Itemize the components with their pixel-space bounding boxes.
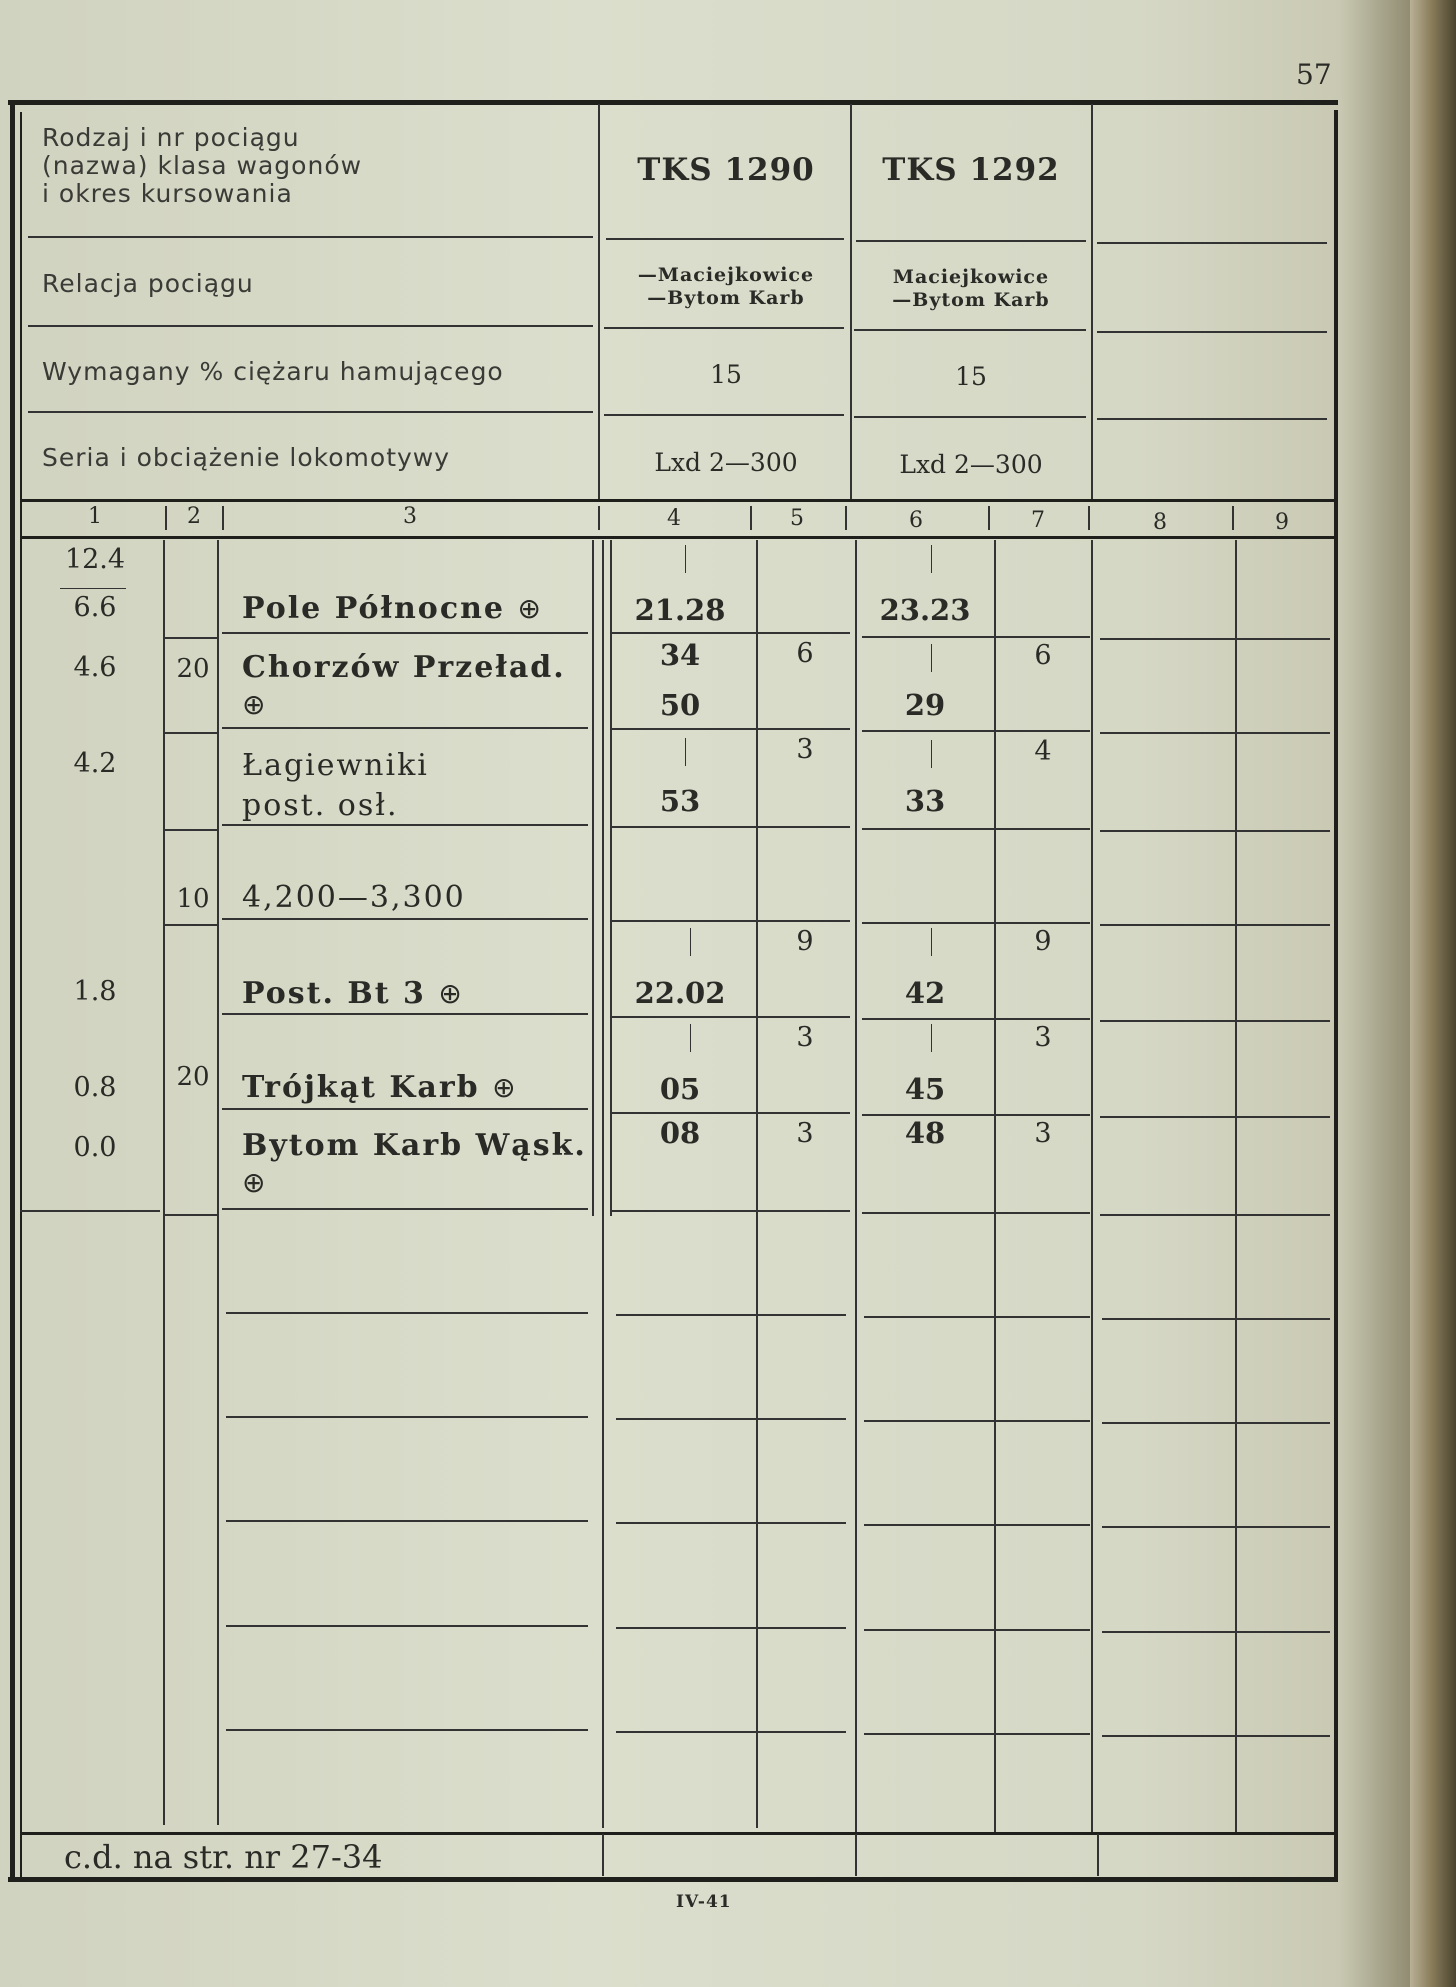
column-number-bottom-rule [20,536,1336,539]
time-1292-pole: 23.23 [879,593,971,627]
dwell-1290-bt3: 9 [796,926,814,957]
footer-divider [602,1834,604,1876]
row-rule [1100,1116,1330,1118]
time-1292-lagiewniki: 33 [904,784,946,818]
row-rule [1100,924,1330,926]
dwell-1290-trojkat: 3 [796,1022,814,1053]
row-rule [222,1013,588,1015]
row-rule [862,922,1090,924]
frame-left [10,100,15,1880]
frame-bottom [8,1877,1338,1882]
empty-row-rule [226,1625,588,1627]
footer-top-rule [20,1832,1336,1835]
km-trojkat-karb: 0.8 [73,1072,117,1103]
column-number-5: 5 [790,506,804,531]
empty-row-rule [864,1524,1090,1526]
page-code: IV-41 [676,1892,732,1912]
km-start: 12.4 [64,544,126,575]
column-number-1: 1 [88,504,102,529]
row-rule [164,732,218,734]
footer-divider [1097,1834,1099,1876]
station-mark-icon: ⊕ [517,592,542,625]
row-rule [610,1016,850,1018]
speed-limit-trojkat: 20 [176,1062,210,1092]
row-rule [222,632,588,634]
km-pole-polnocne: 6.6 [73,592,117,623]
dwell-1292-bt3: 9 [1034,926,1052,957]
station-name: Pole Północne [242,591,505,626]
page-number: 57 [1296,58,1332,91]
header-rule [28,236,593,238]
header-rule [604,414,844,416]
dwell-1292-chorzow: 6 [1034,640,1052,671]
row-rule [862,636,1090,638]
station-pole-polnocne [242,591,542,626]
empty-row-rule [226,1520,588,1522]
row-rule [222,1108,588,1110]
row-rule [1100,732,1330,734]
speed-limit-section: 10 [176,884,210,914]
column-number-8: 8 [1153,510,1167,535]
station-lagiewniki: Łagiewniki post. osł. [242,748,429,823]
column-number-4: 4 [667,506,681,531]
km-chorzow: 4.6 [73,652,117,683]
header-rule [856,240,1086,242]
row-rule [610,632,850,634]
empty-row-rule [616,1418,846,1420]
row-rule [610,920,850,922]
header-rule [28,411,593,413]
empty-row-rule [1102,1318,1330,1320]
colnum-sep [165,506,167,530]
station-mark-icon: ⊕ [242,688,267,721]
pass-tick [931,1024,932,1052]
empty-row-rule [1102,1735,1330,1737]
station-chorzow: Chorzów Przeład. [242,650,566,685]
pass-tick [690,928,691,956]
row-rule [164,1214,218,1216]
empty-row-rule [864,1420,1090,1422]
time-1290-pole: 21.28 [634,593,726,627]
body-col-line [592,540,594,1216]
column-number-top-rule [20,499,1336,502]
train-relation-1292: Maciejkowice —Bytom Karb [892,266,1050,311]
row-rule [20,1210,160,1212]
brake-value-1290: 15 [710,360,742,389]
locomotive-label: Seria i obciążenie lokomotywy [42,443,451,472]
station-mark-icon: ⊕ [438,977,463,1010]
dep-1292-chorzow: 29 [904,688,946,722]
row-rule [164,924,218,926]
frame-left-inner [20,112,22,1880]
body-col-line [602,540,604,1828]
row-rule [164,637,218,639]
body-col-line [994,540,996,1832]
header-divider-1 [598,104,600,499]
train-name-1292: TKS 1292 [882,152,1060,188]
header-rule [606,238,844,240]
pass-tick [931,740,932,768]
pass-tick [690,1024,691,1052]
station-name: Post. Bt 3 [242,976,426,1011]
frame-top [8,100,1338,105]
time-1292-bt3: 42 [904,976,946,1010]
header-rule [854,416,1086,418]
empty-row-rule [864,1316,1090,1318]
km-fraction-bar [60,588,126,589]
column-number-9: 9 [1275,510,1289,535]
relation-label: Relacja pociągu [42,269,254,298]
empty-row-rule [616,1627,846,1629]
empty-row-rule [1102,1631,1330,1633]
dwell-1292-trojkat: 3 [1034,1022,1052,1053]
row-rule [862,1212,1090,1214]
row-rule [222,918,588,920]
pass-tick [931,545,932,573]
empty-row-rule [1102,1422,1330,1424]
empty-row-rule [226,1416,588,1418]
station-post-bt3 [242,976,463,1011]
row-rule [1100,638,1330,640]
brake-value-1292: 15 [955,362,987,391]
empty-row-rule [226,1312,588,1314]
station-mark-icon: ⊕ [242,1166,267,1199]
header-divider-3 [1091,104,1093,499]
header-rule [604,327,844,329]
station-mark-icon: ⊕ [492,1071,517,1104]
dwell-1290-bytom: 3 [796,1118,814,1149]
row-rule [610,1210,850,1212]
body-col-line [855,540,857,1832]
train-relation-1290: —Maciejkowice —Bytom Karb [637,264,815,309]
empty-row-rule [616,1314,846,1316]
body-col-line [1235,540,1237,1835]
empty-row-rule [616,1731,846,1733]
row-rule [862,1018,1090,1020]
speed-limit-chorzow: 20 [176,654,210,684]
station-trojkat-karb [242,1070,517,1105]
row-rule [610,728,850,730]
body-col-line [1091,540,1093,1835]
time-1290-bt3: 22.02 [634,976,726,1010]
time-1290-trojkat: 05 [659,1072,701,1106]
column-number-7: 7 [1031,508,1045,533]
empty-row-rule [616,1522,846,1524]
row-rule [610,826,850,828]
header-rule [1097,418,1327,420]
speed-limit-range: 4,200—3,300 [242,880,466,915]
empty-row-rule [1102,1526,1330,1528]
time-1290-lagiewniki: 53 [659,784,701,818]
brake-percent-label: Wymagany % ciężaru hamującego [42,357,504,386]
footer-divider [855,1834,857,1876]
dwell-1292-lagiewniki: 4 [1034,736,1052,767]
continuation-note: c.d. na str. nr 27-34 [64,1838,383,1876]
header-rule [1097,331,1327,333]
row-rule [862,730,1090,732]
dwell-1292-bytom: 3 [1034,1118,1052,1149]
row-rule [610,1112,850,1114]
row-rule [222,1208,588,1210]
empty-row-rule [864,1733,1090,1735]
book-spine [1410,0,1456,1987]
dwell-1290-lagiewniki: 3 [796,734,814,765]
station-bytom-karb: Bytom Karb Wąsk. [242,1128,587,1163]
empty-row-rule [864,1629,1090,1631]
train-name-1290: TKS 1290 [637,152,815,188]
station-name: Trójkąt Karb [242,1070,480,1105]
time-1292-trojkat: 45 [904,1072,946,1106]
pass-tick [931,644,932,672]
pass-tick [685,738,686,766]
dep-1290-chorzow: 50 [659,688,701,722]
dwell-1290-chorzow: 6 [796,638,814,669]
km-post-bt3: 1.8 [73,976,117,1007]
header-rule [854,329,1086,331]
loco-value-1290: Lxd 2—300 [654,448,798,477]
row-rule [862,828,1090,830]
row-rule [1100,830,1330,832]
train-type-label: Rodzaj i nr pociągu (nazwa) klasa wagonów i okres kursowania [42,123,363,208]
header-rule [28,325,593,327]
time-1292-bytom: 48 [904,1116,946,1150]
row-rule [164,829,218,831]
empty-row-rule [226,1729,588,1731]
time-1290-bytom: 08 [659,1116,701,1150]
loco-value-1292: Lxd 2—300 [899,450,1043,479]
pass-tick [931,928,932,956]
pass-tick [685,545,686,573]
km-lagiewniki: 4.2 [73,748,117,779]
row-rule [1100,1020,1330,1022]
frame-right [1334,110,1338,1880]
row-rule [222,727,588,729]
row-rule [1100,1214,1330,1216]
arr-1290-chorzow: 34 [659,638,701,672]
column-number-6: 6 [909,508,923,533]
column-number-3: 3 [403,504,417,529]
header-rule [1097,242,1327,244]
km-bytom-karb: 0.0 [73,1132,117,1163]
column-number-2: 2 [187,504,201,529]
